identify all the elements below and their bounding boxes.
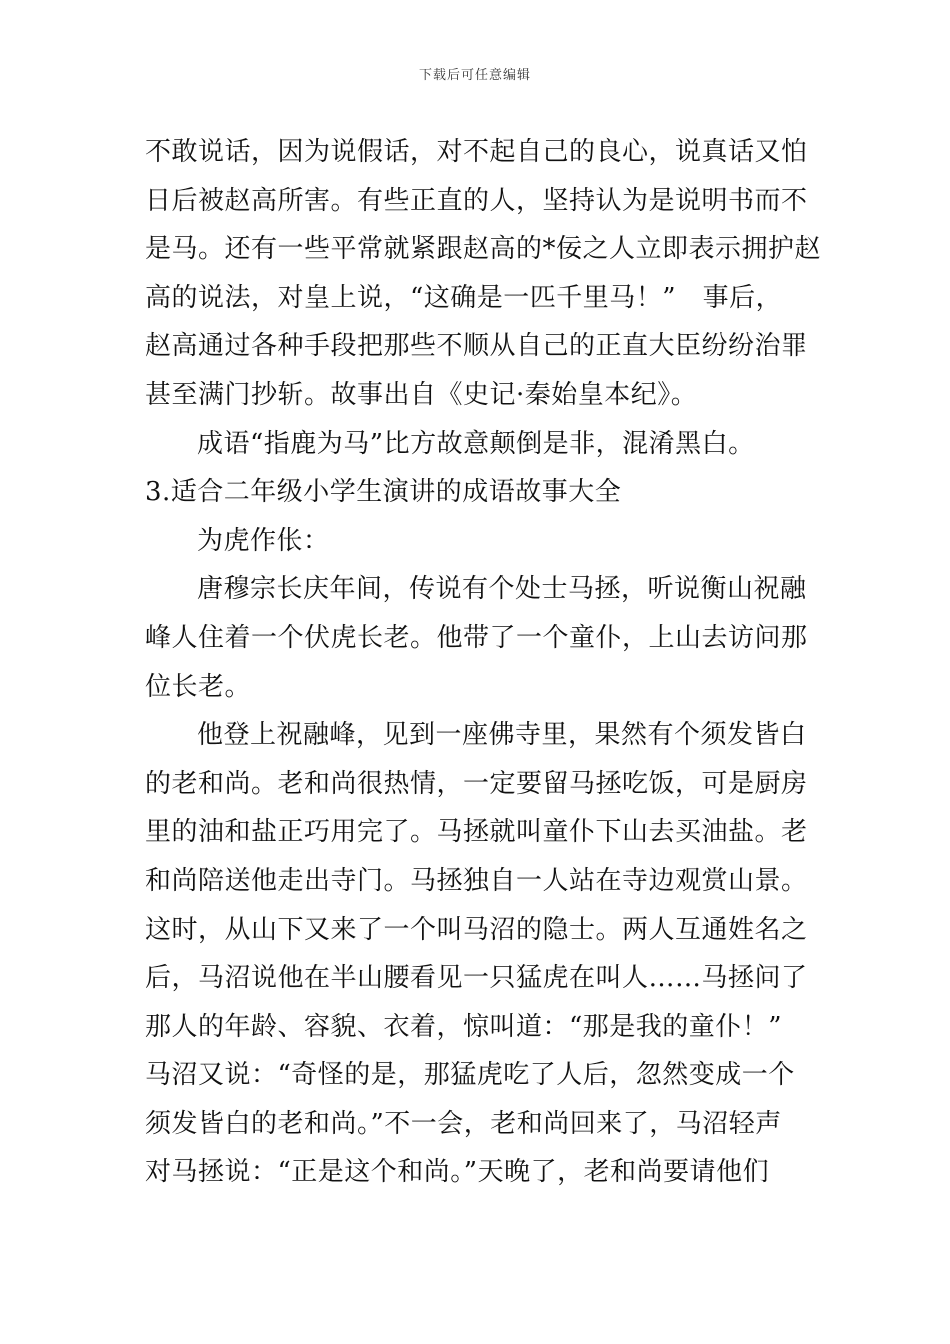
text-line: 日后被赵高所害。有些正直的人，坚持认为是说明书而不 (145, 185, 808, 216)
text-line: 那人的年龄、容貌、衣着，惊叫道：“那是我的童仆！” (145, 1011, 783, 1042)
text-line: 赵高通过各种手段把那些不顺从自己的正直大臣纷纷治罪 (145, 331, 808, 362)
text-line: 是马。还有一些平常就紧跟赵高的*佞之人立即表示拥护赵 (145, 234, 822, 265)
text-line: 马沼又说：“奇怪的是，那猛虎吃了人后，忽然变成一个 (145, 1060, 795, 1091)
document-body (145, 128, 822, 1197)
section-heading: 3.适合二年级小学生演讲的成语故事大全 (145, 477, 622, 508)
text-line: 的老和尚。老和尚很热情，一定要留马拯吃饭，可是厨房 (145, 768, 808, 799)
text-line: 和尚陪送他走出寺门。马拯独自一人站在寺边观赏山景。 (145, 865, 808, 896)
text-line: 他登上祝融峰，见到一座佛寺里，果然有个须发皆白 (197, 720, 807, 751)
text-line: 高的说法，对皇上说，“这确是一匹千里马！” 事后， (145, 282, 783, 313)
text-line: 位长老。 (145, 671, 252, 702)
text-line: 唐穆宗长庆年间，传说有个处士马拯，听说衡山祝融 (197, 574, 807, 605)
text-line: 里的油和盐正巧用完了。马拯就叫童仆下山去买油盐。老 (145, 817, 808, 848)
paragraph-idiom-meaning: 成语“指鹿为马”比方故意颠倒是非，混淆黑白。 (197, 428, 755, 459)
text-line: 须发皆白的老和尚。”不一会，老和尚回来了，马沼轻声 (145, 1108, 782, 1139)
text-line: 这时，从山下又来了一个叫马沼的隐士。两人互通姓名之 (145, 914, 808, 945)
text-line: 后，马沼说他在半山腰看见一只猛虎在叫人……马拯问了 (145, 963, 808, 994)
page-header: 下载后可任意编辑 (418, 68, 531, 83)
story-title: 为虎作伥： (197, 525, 330, 556)
text-line: 甚至满门抄斩。故事出自《史记·秦始皇本纪》。 (145, 379, 698, 410)
text-line: 峰人住着一个伏虎长老。他带了一个童仆，上山去访问那 (145, 622, 808, 653)
text-line: 对马拯说：“正是这个和尚。”天晚了，老和尚要请他们 (145, 1157, 770, 1188)
text-line: 不敢说话，因为说假话，对不起自己的良心，说真话又怕 (145, 137, 808, 167)
